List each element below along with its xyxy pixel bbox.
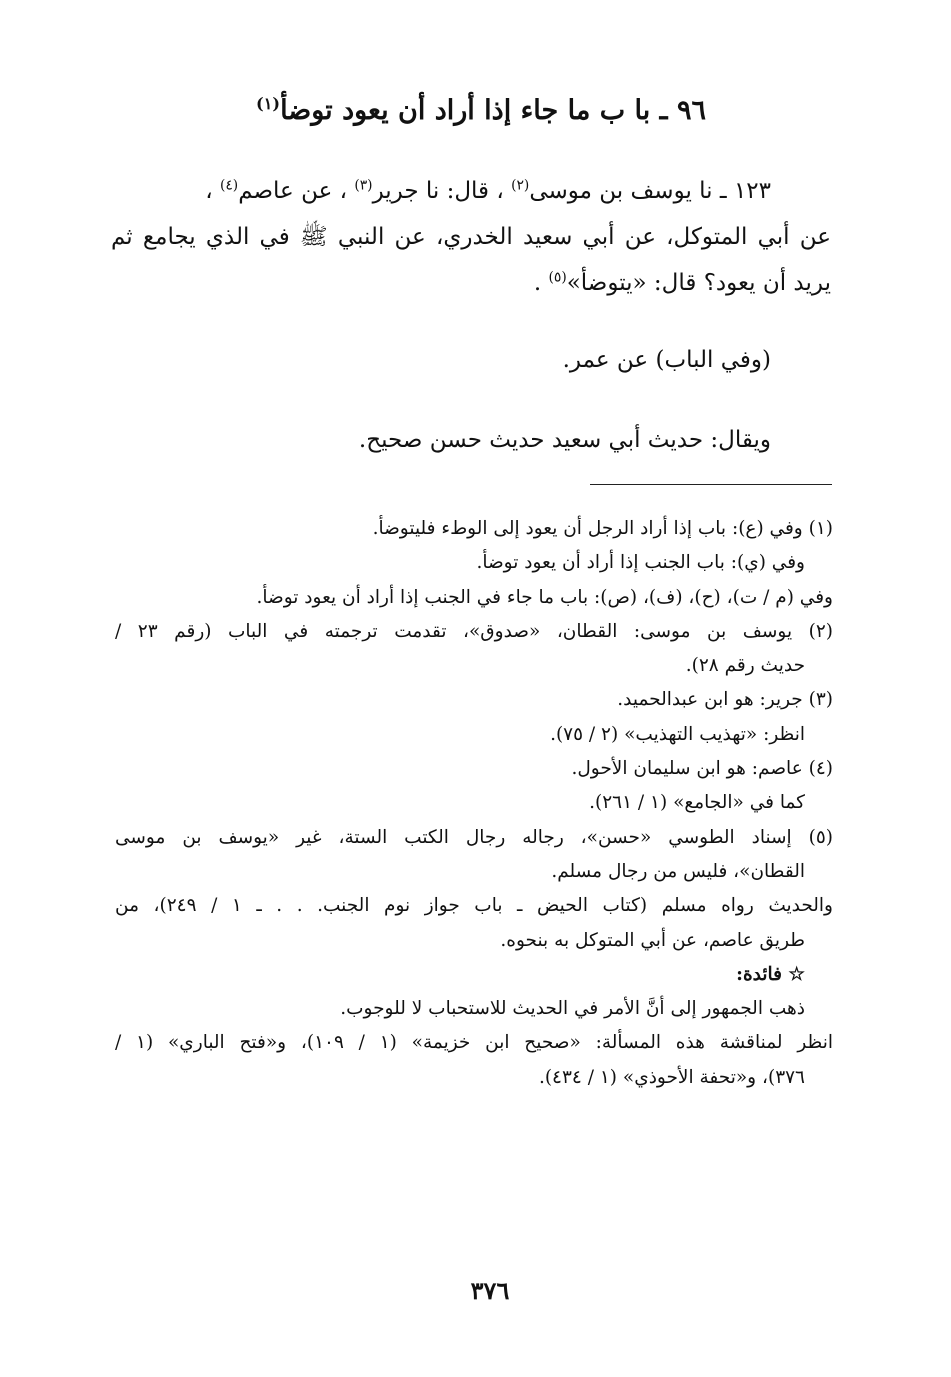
hadith-chain-segment: ، (205, 178, 220, 204)
footnote-line: (٤) عاصم: هو ابن سليمان الأحول. (571, 758, 833, 780)
footnote-line: ٣٧٦)، و«تحفة الأحوذي» (١ / ٤٣٤). (538, 1066, 805, 1088)
footnote-divider (590, 484, 832, 485)
footnote-line: ☆ فائدة: (736, 963, 805, 985)
footnote-marker-3: (٣) (354, 177, 373, 194)
chapter-title-text: ٩٦ ـ با ب ما جاء إذا أراد أن يعود توضأ (280, 95, 706, 126)
footnote-line: انظر لمناقشة هذه المسألة: «صحيح ابن خزيمة» (١ / ١٠٩)، و«فتح الباري» (١ / (115, 1032, 833, 1054)
hadith-chain-line (111, 168, 831, 214)
footnotes (115, 512, 833, 1095)
bab-note: (وفي الباب) عن عمر. (562, 347, 771, 373)
page-number: ٣٧٦ (470, 1276, 510, 1305)
footnote-line: القطان»، فليس من رجال مسلم. (551, 860, 805, 882)
footnote-line: وفي (م / ت)، (ح)، (ف)، (ص): باب ما جاء في الجنب إذا أراد أن يعود توضأ. (256, 586, 833, 608)
footnote-marker-1: (١) (256, 94, 281, 113)
footnote-marker-4: (٤) (219, 177, 239, 194)
footnote-line: وفي (ي): باب الجنب إذا أراد أن يعود توضأ. (476, 552, 805, 574)
footnote-marker-5: (٥) (548, 269, 567, 286)
footnote-line: (٢) يوسف بن موسى: القطان، «صدوق»، تقدمت ترجمته في الباب (رقم ٢٣ / (115, 620, 833, 642)
footnote-line: ذهب الجمهور إلى أنَّ الأمر في الحديث للاستحباب لا للوجوب. (340, 998, 805, 1020)
hadith-number-and-narrator: ١٢٣ ـ نا يوسف بن موسى (529, 178, 771, 204)
footnote-line: حديث رقم ٢٨). (685, 655, 805, 677)
footnote-line: (٣) جرير: هو ابن عبدالحميد. (617, 689, 833, 711)
footnote-line: (٥) إسناد الطوسي «حسن»، رجاله رجال الكتب الستة، غير «يوسف بن موسى (115, 826, 833, 848)
hadith-body-text: عن أبي المتوكل، عن أبي سعيد الخدري، عن النبي ﷺ في الذي يجامع ثم يريد أن يعود؟ قال: «يتوضأ» (111, 224, 831, 296)
hadith-text (111, 168, 831, 306)
footnote-line: انظر: «تهذيب التهذيب» (٢ / ٧٥). (550, 723, 805, 745)
footnote-marker-2: (٢) (511, 177, 530, 194)
chapter-title (236, 95, 706, 126)
footnote-line: كما في «الجامع» (١ / ٢٦١). (589, 792, 805, 814)
grade-note: ويقال: حديث أبي سعيد حديث حسن صحيح. (358, 427, 771, 453)
footnote-line: والحديث رواه مسلم (كتاب الحيض ـ باب جواز نوم الجنب. . . ـ ١ / ٢٤٩)، من (115, 895, 833, 917)
hadith-end-punctuation: . (533, 270, 549, 296)
hadith-body (111, 214, 831, 306)
hadith-chain-segment: ، عن عاصم (238, 178, 355, 204)
footnote-line: (١) وفي (ع): باب إذا أراد الرجل أن يعود إلى الوطء فليتوضأ. (372, 518, 833, 539)
footnote-line: طريق عاصم، عن أبي المتوكل به بنحوه. (500, 929, 805, 951)
hadith-chain-segment: ، قال: نا جرير (372, 178, 512, 204)
